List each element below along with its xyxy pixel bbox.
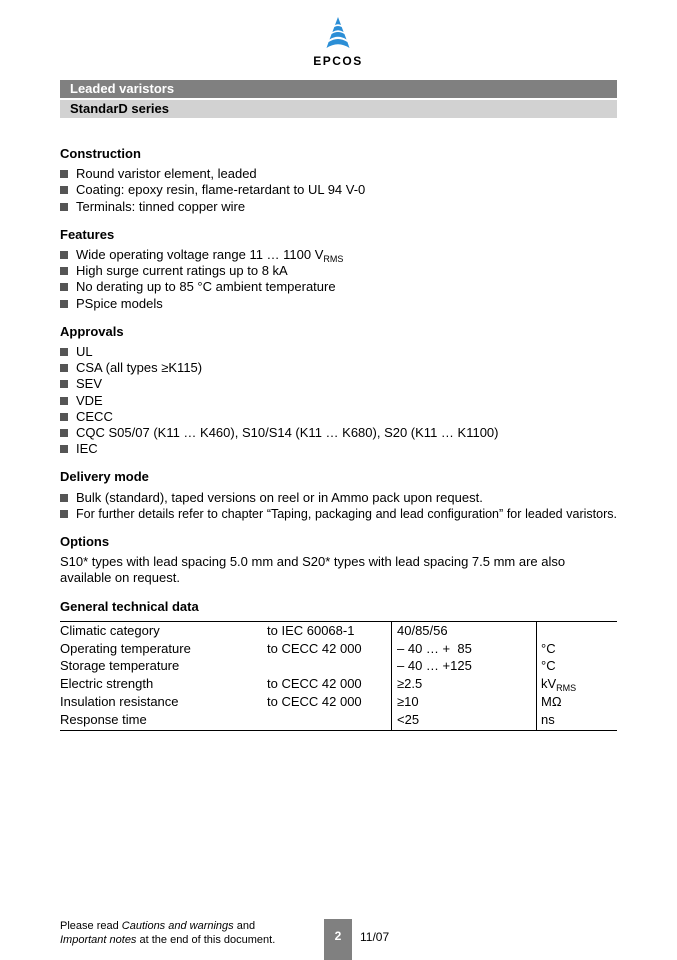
footer-note-text: and bbox=[233, 920, 256, 932]
list-item bbox=[60, 182, 617, 198]
list-item bbox=[60, 296, 617, 312]
unit-text: ns bbox=[541, 711, 555, 727]
construction-heading: Construction bbox=[60, 146, 141, 161]
param-cell: Insulation resistance bbox=[60, 694, 179, 710]
list-item bbox=[60, 166, 617, 182]
construction-list bbox=[60, 166, 617, 215]
standard-cell: to IEC 60068-1 bbox=[267, 621, 392, 639]
standard-cell bbox=[267, 657, 392, 675]
bullet-square-icon bbox=[60, 283, 68, 291]
construction-section bbox=[60, 146, 617, 215]
list-item-text: Bulk (standard), taped versions on reel or in Ammo pack upon request. bbox=[76, 489, 483, 505]
list-item-text: For further details refer to chapter “Taping, packaging and lead configuration” for leaded varistors. bbox=[76, 506, 617, 521]
bullet-square-icon bbox=[60, 494, 68, 502]
list-item-text: VDE bbox=[76, 392, 103, 408]
edition-date: 11/07 bbox=[360, 930, 390, 944]
unit-cell bbox=[537, 675, 618, 693]
bullet-square-icon bbox=[60, 364, 68, 372]
bullet-square-icon bbox=[60, 445, 68, 453]
rms-subscript: RMS bbox=[323, 254, 344, 265]
page-number: 2 bbox=[324, 919, 352, 960]
footer-note bbox=[60, 920, 275, 947]
param-cell: Operating temperature bbox=[60, 640, 191, 656]
list-item-text: High surge current ratings up to 8 kA bbox=[76, 263, 288, 279]
list-item-text: UL bbox=[76, 344, 93, 360]
value-cell: ≥2.5 bbox=[392, 675, 537, 693]
param-cell: Response time bbox=[60, 711, 267, 731]
delivery-heading: Delivery mode bbox=[60, 469, 149, 485]
brand-name: EPCOS bbox=[313, 54, 363, 68]
options-section bbox=[60, 534, 617, 587]
standard-cell: to CECC 42 000 bbox=[267, 694, 362, 710]
epcos-logo-icon bbox=[318, 15, 358, 53]
table-row bbox=[60, 711, 617, 731]
list-item-text: Round varistor element, leaded bbox=[76, 166, 257, 182]
bullet-square-icon bbox=[60, 251, 68, 259]
list-item bbox=[60, 393, 617, 409]
param-cell: Electric strength bbox=[60, 676, 154, 692]
bullet-square-icon bbox=[60, 510, 68, 518]
list-item-text: Terminals: tinned copper wire bbox=[76, 198, 246, 214]
list-item bbox=[60, 344, 617, 360]
table-row bbox=[60, 657, 617, 675]
unit-text: kV bbox=[541, 676, 557, 692]
category-bar: Leaded varistors bbox=[60, 80, 617, 98]
list-item bbox=[60, 263, 617, 279]
value-cell: ≥10 bbox=[392, 693, 537, 711]
features-list bbox=[60, 247, 617, 312]
tech-data-table bbox=[60, 621, 617, 731]
bullet-square-icon bbox=[60, 413, 68, 421]
unit-cell bbox=[537, 711, 618, 731]
list-item-text: Coating: epoxy resin, flame-retardant to UL 94 V-0 bbox=[76, 182, 366, 198]
list-item-text: CQC S05/07 (K11 … K460), S10/S14 (K11 … K680), S20 (K11 … K1100) bbox=[76, 425, 499, 441]
standard-cell: to CECC 42 000 bbox=[267, 640, 362, 656]
options-text: S10* types with lead spacing 5.0 mm and S20* types with lead spacing 7.5 mm are also available on request. bbox=[60, 554, 566, 586]
bullet-square-icon bbox=[60, 429, 68, 437]
delivery-section bbox=[60, 469, 617, 522]
list-item bbox=[60, 409, 617, 425]
list-item-text: Wide operating voltage range 11 … 1100 V bbox=[76, 247, 324, 263]
unit-cell bbox=[537, 657, 618, 675]
value-cell: <25 bbox=[392, 711, 537, 731]
value-cell: – 40 … + 85 bbox=[392, 640, 537, 658]
list-item bbox=[60, 490, 617, 506]
epcos-logo bbox=[306, 15, 370, 69]
bullet-square-icon bbox=[60, 348, 68, 356]
document-body bbox=[60, 146, 617, 743]
footer-note-text: Please read bbox=[60, 920, 122, 932]
approvals-section bbox=[60, 324, 617, 458]
unit-text: °C bbox=[541, 640, 556, 656]
value-cell: – 40 … +125 bbox=[392, 657, 537, 675]
value-cell: 40/85/56 bbox=[392, 621, 537, 639]
list-item bbox=[60, 199, 617, 215]
cautions-reference: Cautions and warnings bbox=[121, 920, 234, 932]
list-item bbox=[60, 425, 617, 441]
features-section bbox=[60, 227, 617, 312]
list-item-text: PSpice models bbox=[76, 295, 163, 311]
unit-subscript: RMS bbox=[556, 683, 577, 694]
list-item-text: No derating up to 85 °C ambient temperature bbox=[76, 279, 336, 295]
features-heading: Features bbox=[60, 226, 115, 242]
tech-data-heading: General technical data bbox=[60, 598, 199, 614]
list-item-text: CECC bbox=[76, 408, 113, 424]
table-row bbox=[60, 640, 617, 658]
tech-data-section bbox=[60, 599, 617, 731]
list-item bbox=[60, 376, 617, 392]
table-row bbox=[60, 675, 617, 693]
bullet-square-icon bbox=[60, 300, 68, 308]
bullet-square-icon bbox=[60, 267, 68, 275]
standard-cell: to CECC 42 000 bbox=[267, 676, 362, 692]
table-row bbox=[60, 621, 617, 639]
list-item-text: SEV bbox=[76, 376, 103, 392]
series-bar: StandarD series bbox=[60, 100, 617, 118]
table-row bbox=[60, 693, 617, 711]
options-heading: Options bbox=[60, 534, 110, 550]
unit-text: °C bbox=[541, 658, 556, 674]
list-item bbox=[60, 279, 617, 295]
unit-cell bbox=[537, 640, 618, 658]
bullet-square-icon bbox=[60, 380, 68, 388]
list-item-text: CSA (all types ≥K115) bbox=[76, 360, 203, 376]
important-notes-reference: Important notes bbox=[60, 933, 137, 946]
delivery-list bbox=[60, 490, 617, 522]
list-item bbox=[60, 247, 617, 263]
approvals-list bbox=[60, 344, 617, 457]
list-item-text: IEC bbox=[76, 441, 98, 457]
unit-cell bbox=[537, 693, 618, 711]
bullet-square-icon bbox=[60, 203, 68, 211]
bullet-square-icon bbox=[60, 170, 68, 178]
unit-text: MΩ bbox=[541, 694, 562, 710]
list-item bbox=[60, 360, 617, 376]
standard-cell bbox=[267, 711, 392, 731]
unit-cell bbox=[537, 621, 618, 639]
bullet-square-icon bbox=[60, 397, 68, 405]
list-item bbox=[60, 441, 617, 457]
list-item bbox=[60, 506, 617, 522]
footer-note-text: at the end of this document. bbox=[136, 933, 276, 946]
param-cell: Storage temperature bbox=[60, 658, 180, 674]
param-cell: Climatic category bbox=[60, 621, 267, 639]
approvals-heading: Approvals bbox=[60, 323, 124, 339]
bullet-square-icon bbox=[60, 186, 68, 194]
